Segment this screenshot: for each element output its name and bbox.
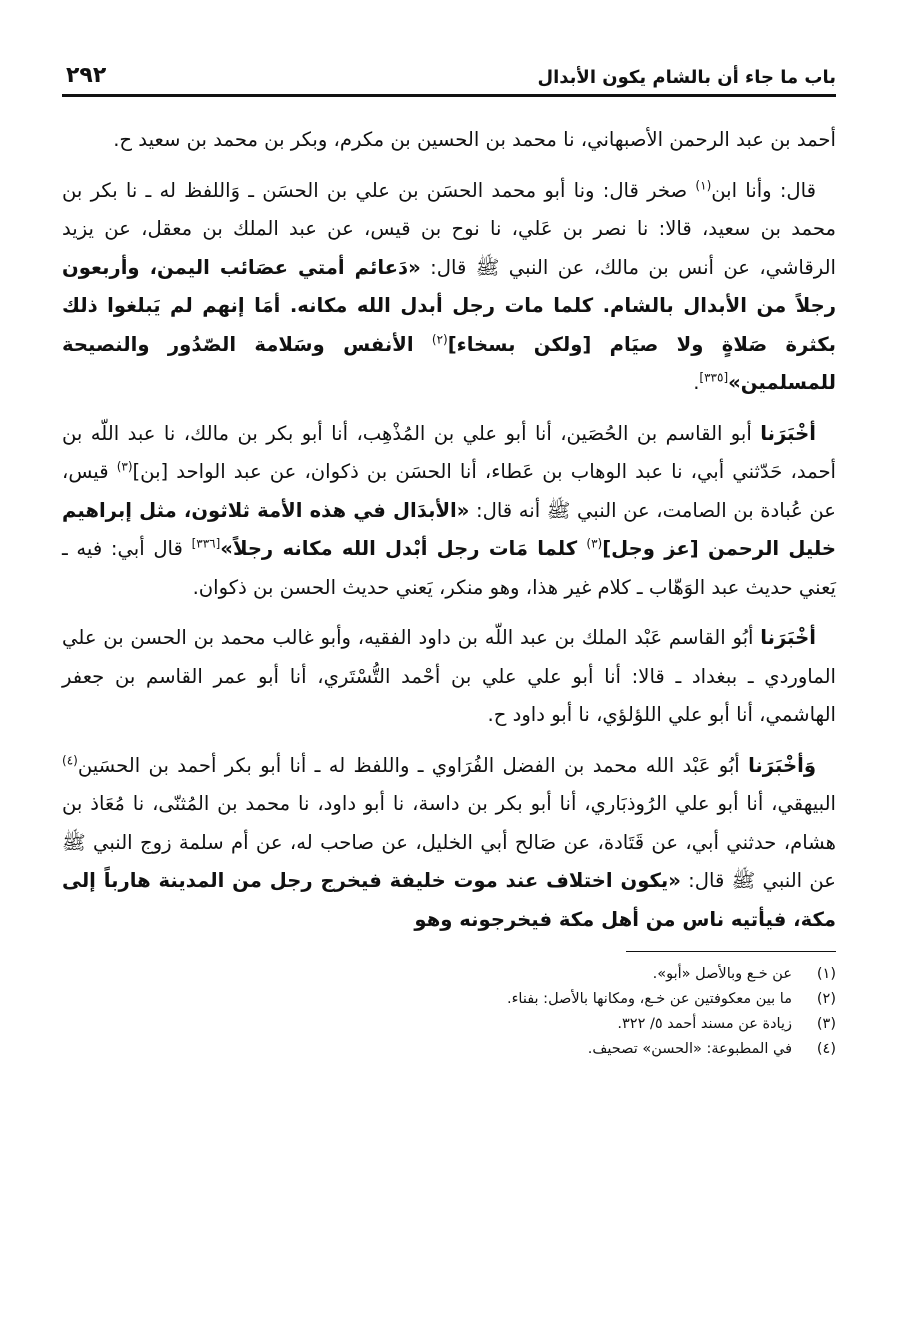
text-run: . [693, 371, 700, 394]
paragraph [62, 619, 836, 735]
footnote-ref: (١) [695, 177, 712, 192]
text-run: أبو القاسم بن الحُصَين، أنا أبو علي بن المُذْهِب، أنا أبو بكر بن مالك، نا عبد اللّه بن أحمد، حَدّثني أبي، نا عبد الوهاب بن عَطاء، أنا الحسَن بن ذكوان، عن عبد الواحد [بن] [62, 421, 836, 483]
text-run: قال أبي: فيه ـ يَعني حديث عبد الوَهّاب ـ كلام غير هذا، وهو منكر، يَعني حديث الحسن بن ذكوان. [62, 537, 836, 599]
isnad-lead: أخْبَرَنا [760, 626, 816, 649]
page-header [62, 50, 836, 97]
hadith-text: كلما مَات رجل أبْدل الله مكانه رجلاً» [220, 537, 587, 560]
book-page [62, 50, 836, 1062]
footnote [62, 987, 836, 1012]
hadith-text: الأنفس وسَلامة الصّدُور والنصيحة للمسلمين» [62, 332, 836, 394]
hadith-text: «يكون اختلاف عند موت خليفة فيخرج رجل من المدينة هارباً إلى مكة، فيأتيه ناس من أهل مكة فيخرجونه وهو [62, 869, 836, 931]
hadith-text: «الأبدَال في هذه الأمة ثلاثون، مثل إبراهيم خليل الرحمن [عز وجل] [62, 498, 836, 560]
paragraph [62, 415, 836, 608]
footnote-number: (٢) [816, 991, 836, 1007]
text-run: أبُو عَبْد الله محمد بن الفضل الفُرَاوي ـ واللفظ له ـ أنا أبو بكر أحمد بن الحسَين [77, 753, 749, 777]
footnote-number: (٤) [816, 1041, 836, 1057]
text-run: أبُو القاسم عَبْد الملك بن عبد اللّه بن داود الفقيه، وأبو غالب محمد بن الحسن بن علي الماوردي ـ ببغداد ـ قالا: أنا أبو علي علي بن أحْمد التُّسْتَري، أنا أبو عمر القاسم بن جعفر الهاشمي، أنا أبو علي اللؤلؤي، نا أبو داود ح. [62, 626, 836, 726]
text-run: صخر قال: ونا أبو محمد الحسَن بن علي بن الحسَن ـ وَاللفظ له ـ نا بكر بن محمد بن سعيد، قالا: نا نصر بن عَلي، نا نوح بن قيس، عن عبد الملك بن معقل، عن يزيد الرقاشي، عن أنس بن مالك، عن النبي ﷺ قال: [62, 178, 836, 279]
footnote [62, 1012, 836, 1037]
footnote-ref: [٣٣٥] [699, 370, 729, 385]
footnote-ref: (٤) [62, 752, 78, 767]
paragraph [62, 121, 836, 160]
isnad-lead: أخْبَرَنا [760, 421, 816, 445]
text-run: أحمد بن عبد الرحمن الأصبهاني، نا محمد بن الحسين بن مكرم، وبكر بن محمد بن سعيد ح. [113, 128, 836, 151]
footnotes [62, 962, 836, 1062]
paragraph [62, 172, 836, 403]
footnote-ref: (٢) [431, 331, 448, 346]
footnote-text: ما بين معكوفتين عن خـع، ومكانها بالأصل: بفناء. [506, 991, 792, 1007]
isnad-lead: وَأخْبَرَنا [748, 753, 816, 777]
footnote [62, 962, 836, 987]
footnote-ref: (٣) [116, 459, 133, 474]
footnote-text: عن خـع وبالأصل «أبو». [652, 966, 792, 982]
text-run: البيهقي، أنا أبو علي الرُوذبَاري، أنا أبو بكر بن داسة، نا أبو داود، نا محمد بن المُثنّى، نا مُعَاذ بن هشام، حدثني أبي، عن قَتَادة، عن صَالح أبي الخليل، عن صاحب له، عن أم سلمة زوج النبي ﷺ عن النبي ﷺ قال: [62, 792, 836, 892]
hadith-text: «دَعائم أمتي عصَائب اليمن، وأربعون رجلاً من الأبدال بالشام. كلما مات رجل أبدل الله مكانه. أمَا إنهم لم يَبلغوا ذلك بكثرة صَلاةٍ ولا صيَام [ولكن بسخاء] [62, 255, 836, 356]
text-run: قيس، عن عُبادة بن الصامت، عن النبي ﷺ أنه قال: [62, 460, 836, 522]
footnote-number: (١) [816, 966, 836, 982]
footnote-text: زيادة عن مسند أحمد ٥/ ٣٢٢. [617, 1016, 792, 1032]
text-run: قال: وأنا ابن [711, 178, 816, 202]
body-text [62, 121, 836, 939]
footnote-ref: [٣٣٦] [191, 536, 221, 551]
footnote-separator [626, 951, 836, 952]
footnote-text: في المطبوعة: «الحسن» تصحيف. [587, 1041, 792, 1057]
page-number: ٢٩٢ [66, 63, 107, 88]
footnote [62, 1037, 836, 1062]
running-title: باب ما جاء أن بالشام يكون الأبدال [537, 67, 836, 88]
paragraph [62, 747, 836, 940]
footnote-number: (٣) [816, 1016, 836, 1032]
footnote-ref: (٣) [586, 536, 603, 551]
